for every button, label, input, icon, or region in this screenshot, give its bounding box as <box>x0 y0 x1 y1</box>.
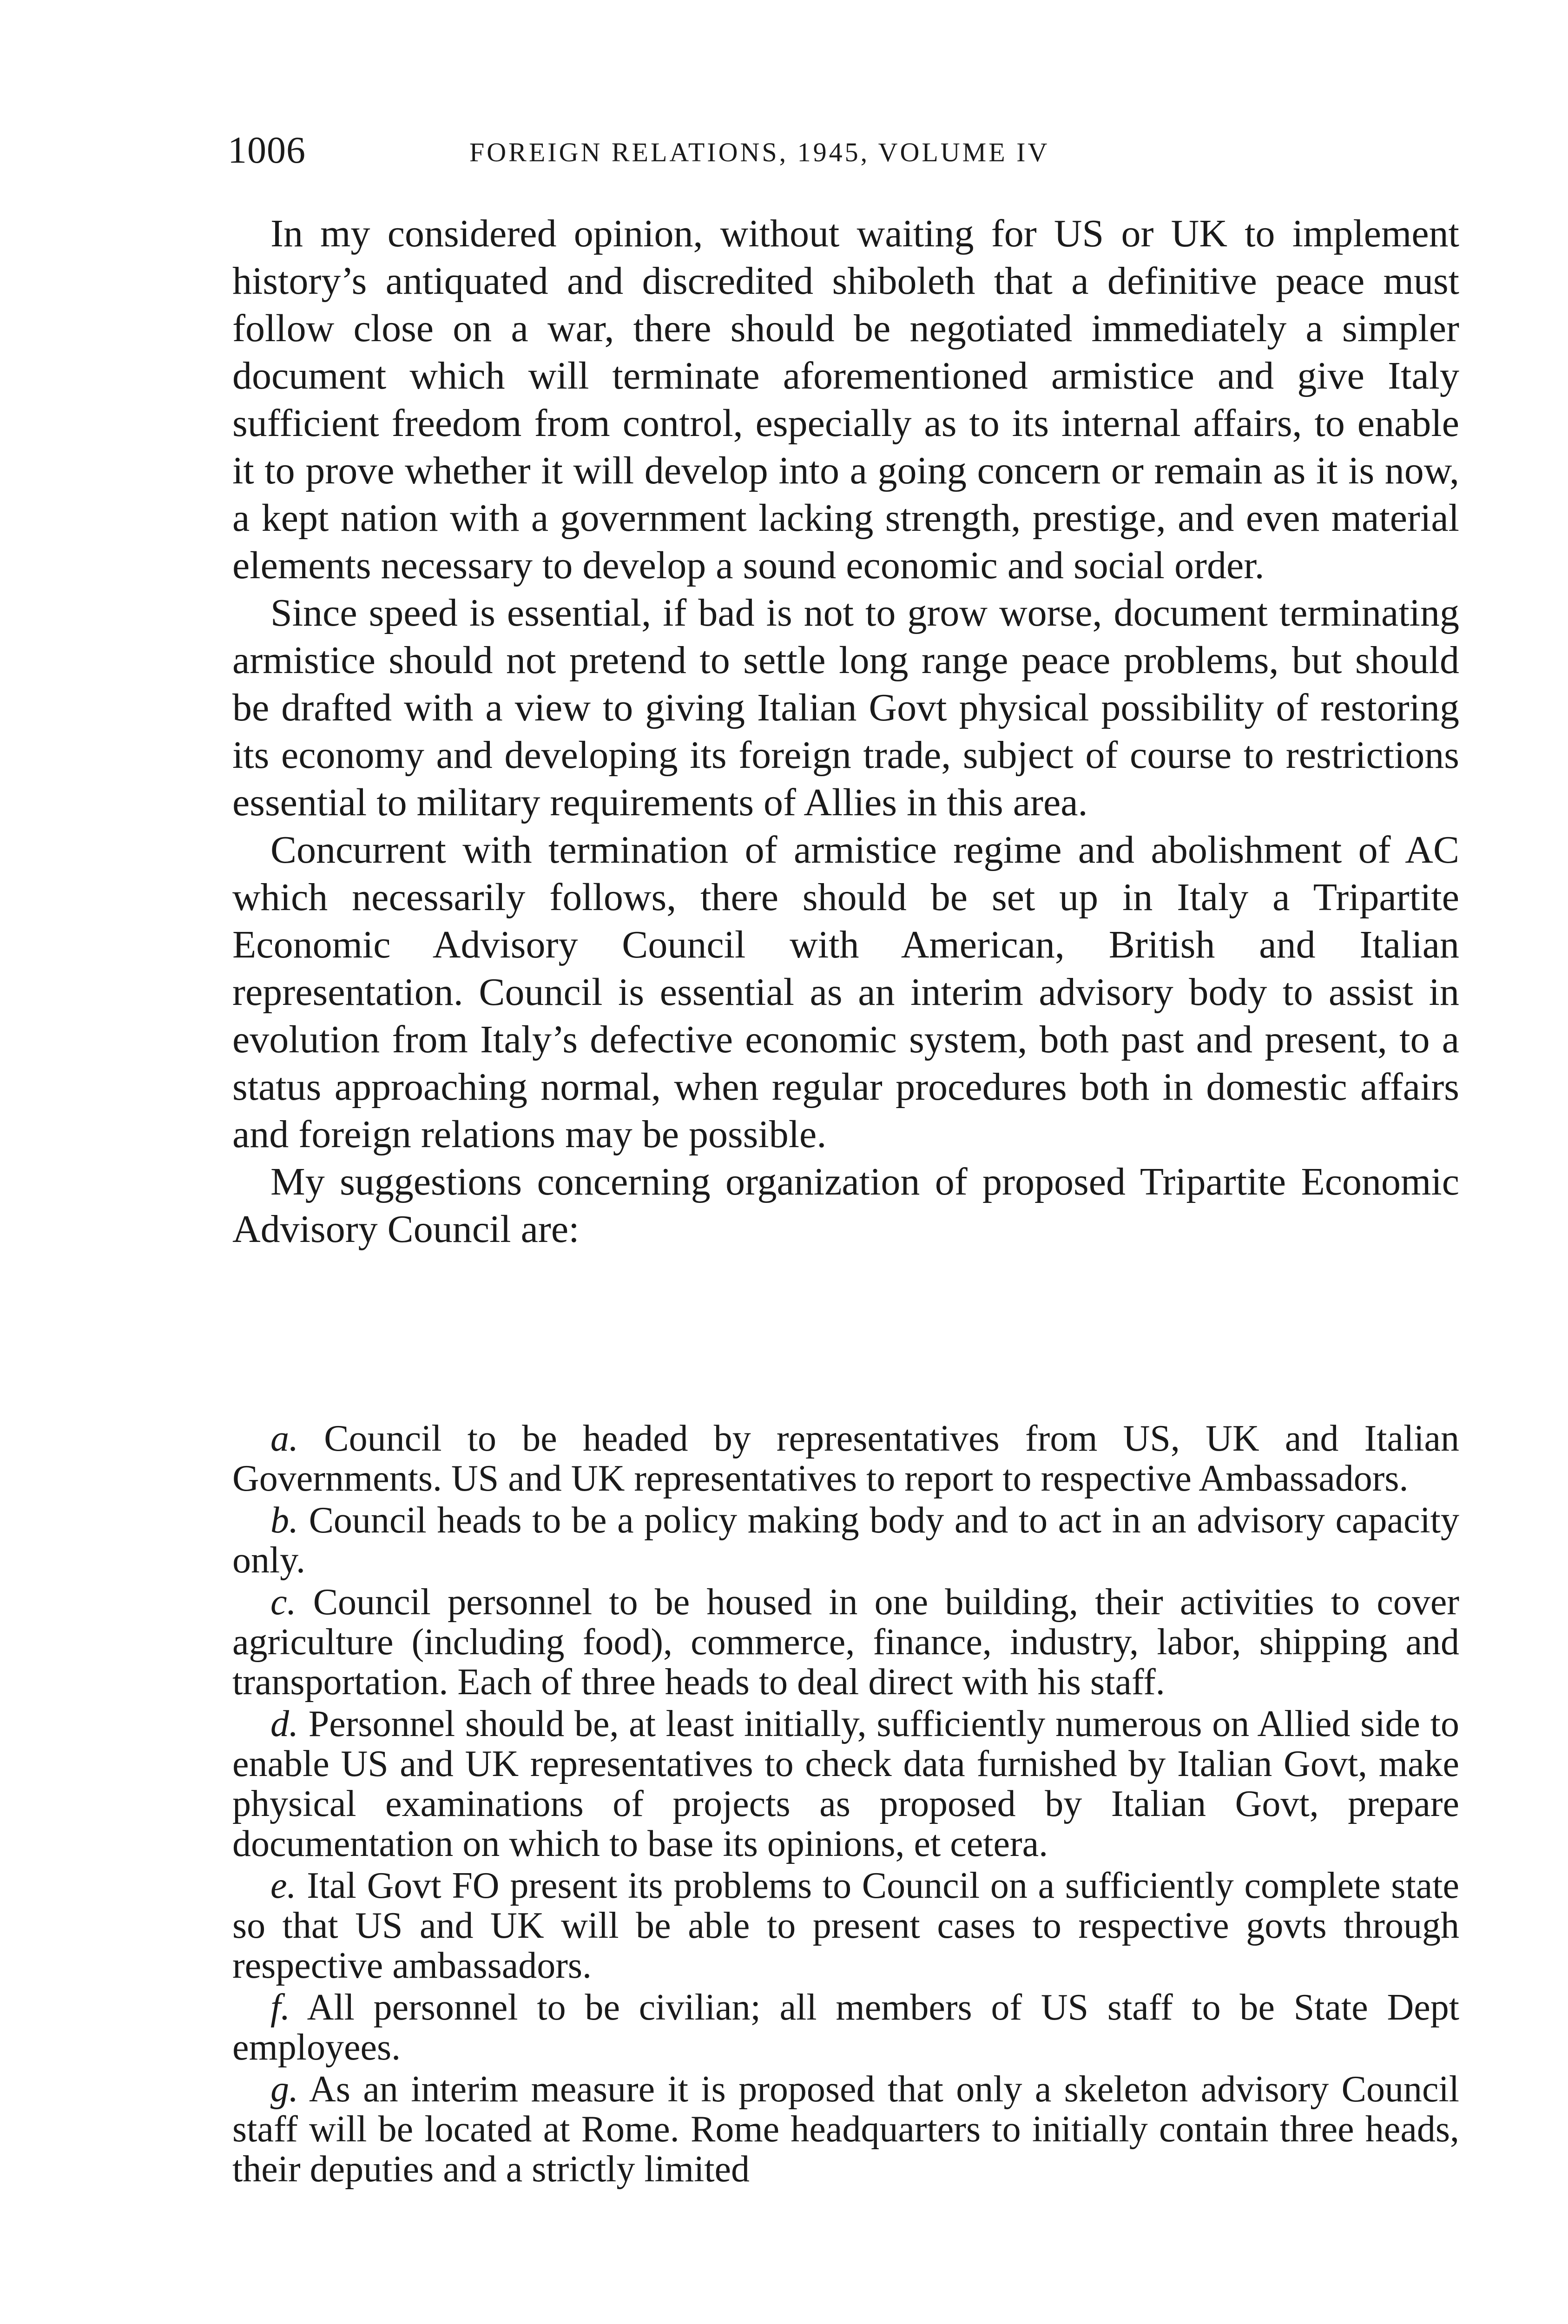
item-letter: b. <box>270 1500 298 1541</box>
item-text: Council heads to be a policy making body and to act in an advisory capacity only. <box>232 1500 1459 1581</box>
item-text: All personnel to be civilian; all members of US staff to be State Dept employees. <box>232 1987 1459 2068</box>
paragraph: In my considered opinion, without waiting for US or UK to implement history’s antiquated and discredited shiboleth that a definitive peace must follow close on a war, there should be negotiated immediately a simpler document which will terminate aforementioned armistice and give Italy sufficient freedom from control, especially as to its internal affairs, to enable it to prove whether it will develop into a going concern or remain as it is now, a kept nation with a government lacking strength, prestige, and even material elements necessary to develop a sound economic and social order. <box>232 212 1459 587</box>
list-item <box>232 1987 1459 2067</box>
list-item <box>232 1704 1459 1864</box>
list-item <box>232 1419 1459 1499</box>
item-letter: d. <box>270 1703 298 1744</box>
item-text: Council to be headed by representatives from US, UK and Italian Governments. US and UK representatives to report to respective Ambassadors. <box>232 1418 1459 1499</box>
paragraph: Since speed is essential, if bad is not to grow worse, document terminating armistice should not pretend to settle long range peace problems, but should be drafted with a view to giving Italian Govt physical possibility of restoring its economy and developing its foreign trade, subject of course to restrictions essential to military requirements of Allies in this area. <box>232 591 1459 824</box>
list-item <box>232 2069 1459 2189</box>
running-title: FOREIGN RELATIONS, 1945, VOLUME IV <box>469 137 1050 167</box>
suggestion-list <box>232 1419 1459 2191</box>
item-text: Council personnel to be housed in one building, their activities to cover agriculture (including food), commerce, finance, industry, labor, shipping and transportation. Each of three heads to deal direct with his staff. <box>232 1582 1459 1703</box>
item-letter: a. <box>270 1418 298 1459</box>
body-text <box>232 210 1459 1253</box>
item-text: Personnel should be, at least initially, sufficiently numerous on Allied side to enable US and UK representatives to check data furnished by Italian Govt, make physical examinations of projects as proposed by Italian Govt, prepare documentation on which to base its opinions, et cetera. <box>232 1703 1459 1864</box>
page-header <box>228 125 1482 176</box>
paragraph: Concurrent with termination of armistice regime and abolishment of AC which necessarily follows, there should be set up in Italy a Tripartite Economic Advisory Council with American, British and Italian representation. Council is essential as an interim advisory body to assist in evolution from Italy’s defective economic system, both past and present, to a status approaching normal, when regular procedures both in domestic affairs and foreign relations may be possible. <box>232 828 1459 1156</box>
list-item <box>232 1500 1459 1580</box>
list-item <box>232 1582 1459 1702</box>
paragraph: My suggestions concerning organization of proposed Tripartite Economic Advisory Council are: <box>232 1160 1459 1251</box>
list-item <box>232 1866 1459 1986</box>
item-letter: e. <box>270 1865 296 1906</box>
item-text: As an interim measure it is proposed that only a skeleton advisory Council staff will be located at Rome. Rome headquarters to initially contain three heads, their deputies and a strictly limited <box>232 2069 1459 2190</box>
item-letter: f. <box>270 1987 290 2028</box>
item-letter: c. <box>270 1582 296 1623</box>
page-number: 1006 <box>228 129 306 171</box>
item-text: Ital Govt FO present its problems to Council on a sufficiently complete state so that US and UK will be able to present cases to respective govts through respective ambassadors. <box>232 1865 1459 1986</box>
item-letter: g. <box>270 2069 298 2110</box>
